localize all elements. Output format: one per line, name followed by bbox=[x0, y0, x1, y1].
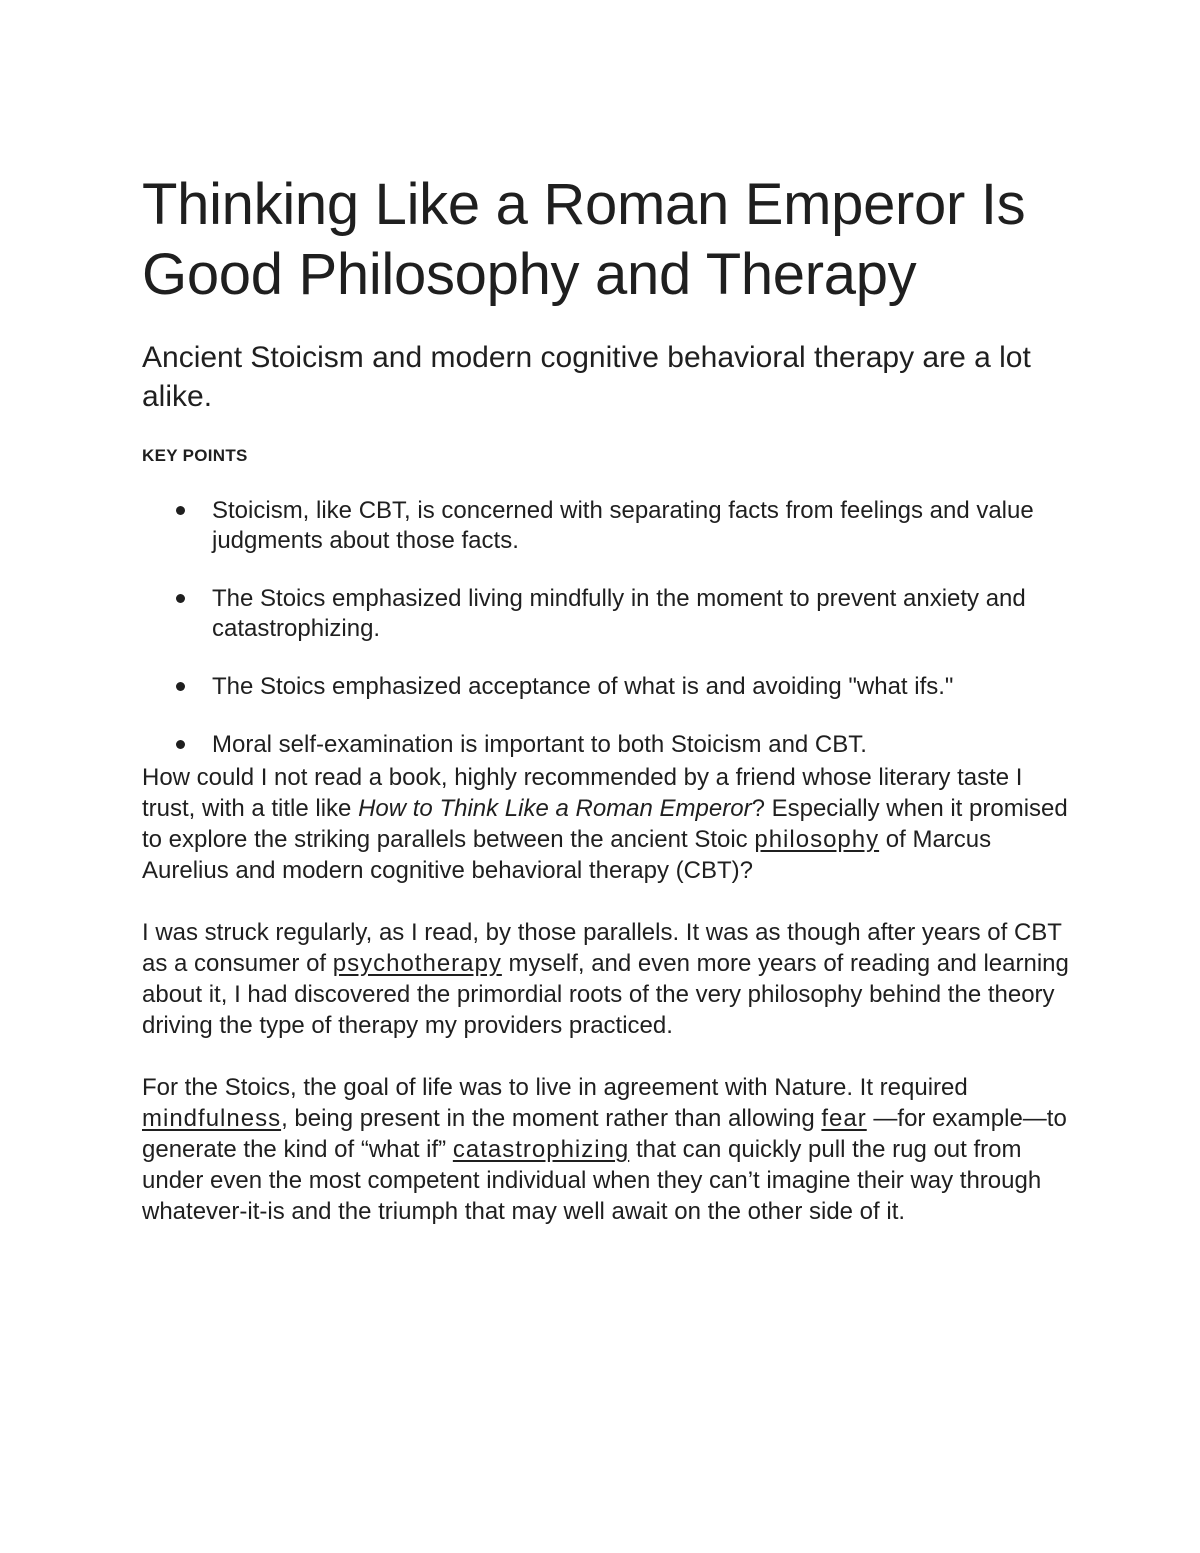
key-point-item bbox=[142, 672, 1072, 702]
psychotherapy-link[interactable]: psychotherapy bbox=[332, 950, 502, 977]
paragraph-text: myself, and even more years of reading and learning about it, I had discovered the primordial roots of the very philosophy behind the theory driving the type of therapy my providers practiced. bbox=[142, 950, 1069, 1039]
bullet-icon bbox=[176, 594, 185, 603]
key-points-heading: KEY POINTS bbox=[142, 446, 248, 465]
body-paragraph-2 bbox=[142, 917, 1072, 1041]
article bbox=[142, 170, 1072, 1227]
key-point-text: The Stoics emphasized living mindfully in the moment to prevent anxiety and catastrophizing. bbox=[212, 585, 1026, 642]
paragraph-text: of Marcus Aurelius and modern cognitive behavioral therapy (CBT)? bbox=[142, 826, 992, 884]
article-title: Thinking Like a Roman Emperor Is Good Philosophy and Therapy bbox=[142, 172, 1026, 307]
paragraph-text: , being present in the moment rather than allowing bbox=[281, 1105, 822, 1132]
body-paragraph-3 bbox=[142, 1072, 1072, 1227]
paragraph-text: that can quickly pull the rug out from under even the most competent individual when they can’t imagine their way through whatever-it-is and the triumph that may well await on the other side of it. bbox=[142, 1136, 1042, 1225]
key-point-item bbox=[142, 584, 1072, 644]
paragraph-text: How could I not read a book, highly recommended by a friend whose literary taste I trust, with a title like bbox=[142, 764, 1023, 822]
paragraph-text: I was struck regularly, as I read, by those parallels. It was as though after years of CBT as a consumer of bbox=[142, 919, 1062, 977]
philosophy-link[interactable]: philosophy bbox=[754, 826, 880, 853]
bullet-icon bbox=[176, 740, 185, 749]
key-point-text: The Stoics emphasized acceptance of what is and avoiding "what ifs." bbox=[212, 673, 954, 700]
bullet-icon bbox=[176, 682, 185, 691]
key-point-text: Moral self-examination is important to both Stoicism and CBT. bbox=[212, 731, 867, 758]
article-body bbox=[142, 762, 1072, 1227]
body-paragraph-1 bbox=[142, 762, 1072, 886]
paragraph-text: For the Stoics, the goal of life was to live in agreement with Nature. It required bbox=[142, 1074, 968, 1101]
catastrophizing-link[interactable]: catastrophizing bbox=[452, 1136, 630, 1163]
paragraph-text: ? Especially when it promised to explore the striking parallels between the ancient Stoic bbox=[142, 795, 1068, 853]
key-point-item bbox=[142, 730, 1072, 760]
fear-link[interactable]: fear bbox=[821, 1105, 867, 1132]
key-points-list bbox=[142, 496, 1072, 760]
article-subtitle: Ancient Stoicism and modern cognitive behavioral therapy are a lot alike. bbox=[142, 341, 1031, 413]
key-point-text: Stoicism, like CBT, is concerned with separating facts from feelings and value judgments about those facts. bbox=[212, 497, 1034, 554]
paragraph-text: —for example—to generate the kind of “what if” bbox=[142, 1105, 1067, 1163]
mindfulness-link[interactable]: mindfulness bbox=[142, 1105, 282, 1132]
book-title: How to Think Like a Roman Emperor bbox=[358, 795, 752, 822]
key-point-item bbox=[142, 496, 1072, 556]
bullet-icon bbox=[176, 506, 185, 515]
